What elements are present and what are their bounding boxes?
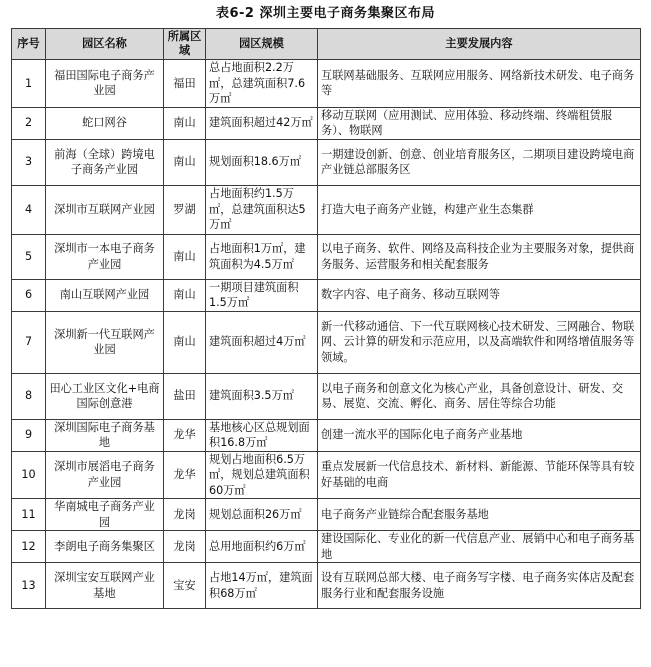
park-scale: 占地面积1万㎡，建筑面积为4.5万㎡ [206,234,318,279]
ecommerce-cluster-table [11,28,641,609]
table-row [12,234,641,279]
row-number: 1 [12,60,46,108]
table-row [12,311,641,373]
row-number: 7 [12,311,46,373]
park-scale: 总用地面积约6万㎡ [206,531,318,563]
row-number: 3 [12,139,46,185]
header-scale: 园区规模 [206,29,318,60]
district: 南山 [164,311,206,373]
district: 龙华 [164,451,206,499]
park-name: 深圳市一本电子商务产业园 [46,234,164,279]
table-row [12,419,641,451]
development-content: 电子商务产业链综合配套服务基地 [318,499,641,531]
park-scale: 规划总面积26万㎡ [206,499,318,531]
row-number: 12 [12,531,46,563]
development-content: 互联网基础服务、互联网应用服务、网络新技术研发、电子商务等 [318,60,641,108]
park-name: 蛇口网谷 [46,107,164,139]
park-scale: 规划面积18.6万㎡ [206,139,318,185]
table-title: 表6-2 深圳主要电子商务集聚区布局 [215,6,435,21]
park-name: 福田国际电子商务产业园 [46,60,164,108]
development-content: 重点发展新一代信息技术、新材料、新能源、节能环保等具有较好基础的电商 [318,451,641,499]
park-scale: 规划占地面积6.5万㎡，规划总建筑面积60万㎡ [206,451,318,499]
development-content: 创建一流水平的国际化电子商务产业基地 [318,419,641,451]
park-scale: 一期项目建筑面积1.5万㎡ [206,279,318,311]
table-row [12,107,641,139]
park-scale: 建筑面积超过42万㎡ [206,107,318,139]
row-number: 5 [12,234,46,279]
park-name: 南山互联网产业园 [46,279,164,311]
development-content: 打造大电子商务产业链，构建产业生态集群 [318,185,641,234]
park-name: 深圳新一代互联网产业园 [46,311,164,373]
table-row [12,139,641,185]
district: 南山 [164,139,206,185]
row-number: 9 [12,419,46,451]
development-content: 以电子商务、软件、网络及高科技企业为主要服务对象，提供商务服务、运营服务和相关配套服务 [318,234,641,279]
park-scale: 占地面积约1.5万㎡，总建筑面积达5万㎡ [206,185,318,234]
district: 罗湖 [164,185,206,234]
park-name: 深圳国际电子商务基地 [46,419,164,451]
district: 福田 [164,60,206,108]
row-number: 13 [12,563,46,609]
table-row [12,499,641,531]
park-name: 深圳宝安互联网产业基地 [46,563,164,609]
header-row [12,29,641,60]
development-content: 设有互联网总部大楼、电子商务写字楼、电子商务实体店及配套服务行业和配套服务设施 [318,563,641,609]
district: 龙华 [164,419,206,451]
row-number: 11 [12,499,46,531]
district: 南山 [164,107,206,139]
table-body [12,60,641,609]
development-content: 以电子商务和创意文化为核心产业，具备创意设计、研发、交易、展览、交流、孵化、商务、居住等综合功能 [318,373,641,419]
table-row [12,451,641,499]
development-content: 移动互联网（应用测试、应用体验、移动终端、终端租赁服务）、物联网 [318,107,641,139]
table-row [12,185,641,234]
district: 宝安 [164,563,206,609]
row-number: 4 [12,185,46,234]
table-row [12,531,641,563]
table-row [12,279,641,311]
park-scale: 基地核心区总规划面积16.8万㎡ [206,419,318,451]
park-name: 李朗电子商务集聚区 [46,531,164,563]
park-name: 华南城电子商务产业园 [46,499,164,531]
park-name: 深圳市互联网产业园 [46,185,164,234]
park-scale: 建筑面积3.5万㎡ [206,373,318,419]
row-number: 8 [12,373,46,419]
table-row [12,373,641,419]
district: 南山 [164,279,206,311]
row-number: 6 [12,279,46,311]
row-number: 10 [12,451,46,499]
header-content: 主要发展内容 [318,29,641,60]
table-row [12,563,641,609]
header-name: 园区名称 [46,29,164,60]
header-no: 序号 [12,29,46,60]
district: 龙岗 [164,531,206,563]
development-content: 一期建设创新、创意、创业培育服务区，二期项目建设跨境电商产业链总部服务区 [318,139,641,185]
table-row [12,60,641,108]
development-content: 建设国际化、专业化的新一代信息产业、展销中心和电子商务基地 [318,531,641,563]
park-scale: 占地14万㎡，建筑面积68万㎡ [206,563,318,609]
park-scale: 总占地面积2.2万㎡，总建筑面积7.6万㎡ [206,60,318,108]
park-name: 前海（全球）跨境电子商务产业园 [46,139,164,185]
row-number: 2 [12,107,46,139]
header-area: 所属区域 [164,29,206,60]
park-name: 深圳市展滔电子商务产业园 [46,451,164,499]
development-content: 新一代移动通信、下一代互联网核心技术研发、三网融合、物联网、云计算的研发和示范应用，以及高端软件和网络增值服务等领域。 [318,311,641,373]
district: 南山 [164,234,206,279]
park-name: 田心工业区文化+电商国际创意港 [46,373,164,419]
park-scale: 建筑面积超过4万㎡ [206,311,318,373]
district: 盐田 [164,373,206,419]
development-content: 数字内容、电子商务、移动互联网等 [318,279,641,311]
district: 龙岗 [164,499,206,531]
